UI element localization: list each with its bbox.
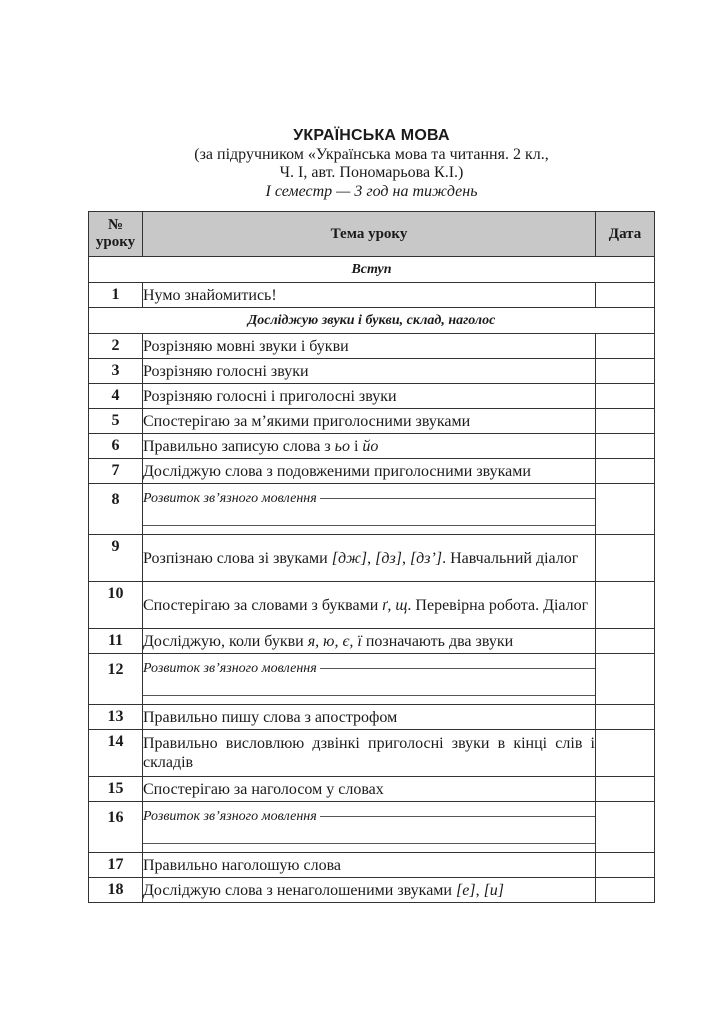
lesson-topic-italic: [дз’] <box>409 549 443 567</box>
fill-in-line[interactable] <box>320 816 595 817</box>
lesson-date-cell[interactable] <box>596 484 655 535</box>
lesson-number: 13 <box>89 705 143 730</box>
lesson-date-cell[interactable] <box>596 409 655 434</box>
semester-hours: І семестр — 3 год на тиждень <box>265 183 478 200</box>
lesson-number: 7 <box>89 459 143 484</box>
table-row <box>89 853 655 878</box>
lesson-topic: Нумо знайомитись! <box>143 283 596 308</box>
lesson-date-cell[interactable] <box>596 705 655 730</box>
lesson-plan-table <box>88 211 655 903</box>
lesson-topic-italic: ґ, щ <box>382 596 408 614</box>
lesson-topic-italic: ьо <box>334 437 350 455</box>
lesson-date-cell[interactable] <box>596 777 655 802</box>
lesson-topic: Правильно наголошую слова <box>143 853 596 878</box>
lesson-topic-text: , <box>401 549 410 567</box>
table-row <box>89 802 655 853</box>
lesson-topic: Спостерігаю за наголосом у словах <box>143 777 596 802</box>
fill-in-line[interactable] <box>143 525 595 526</box>
lesson-number: 15 <box>89 777 143 802</box>
lesson-topic <box>143 535 596 582</box>
table-row <box>89 535 655 582</box>
lesson-number: 14 <box>89 730 143 777</box>
lesson-topic: Досліджую слова з подовженими приголосними звуками <box>143 459 596 484</box>
table-row <box>89 459 655 484</box>
lesson-number: 6 <box>89 434 143 459</box>
section-title: Досліджую звуки і букви, склад, наголос <box>89 308 655 334</box>
lesson-topic-italic: [и] <box>483 881 505 899</box>
lesson-topic: Спостерігаю за м’якими приголосними звуками <box>143 409 596 434</box>
lesson-date-cell[interactable] <box>596 654 655 705</box>
lesson-number: 11 <box>89 629 143 654</box>
table-row <box>89 629 655 654</box>
lesson-topic-text: Розпізнаю слова зі звуками <box>143 549 332 567</box>
table-header-row <box>89 212 655 257</box>
table-row <box>89 730 655 777</box>
speech-development-label: Розвиток зв’язного мовлення <box>143 491 317 506</box>
lesson-date-cell[interactable] <box>596 730 655 777</box>
lesson-topic-text: . Навчальний діалог <box>442 549 579 567</box>
lesson-topic <box>143 582 596 629</box>
table-row <box>89 434 655 459</box>
lesson-date-cell[interactable] <box>596 582 655 629</box>
lesson-topic <box>143 654 596 705</box>
lesson-number: 3 <box>89 359 143 384</box>
lesson-topic-italic: [дж] <box>331 549 368 567</box>
lesson-topic-italic: я, ю, є, ї <box>307 632 362 650</box>
lesson-topic-text: Досліджую слова з ненаголошеними звуками <box>143 881 456 899</box>
column-header-topic: Тема уроку <box>143 212 596 257</box>
lesson-topic: Правильно висловлюю дзвінкі приголосні звуки в кінці слів і складів <box>143 730 596 777</box>
column-header-date: Дата <box>596 212 655 257</box>
fill-in-line[interactable] <box>320 498 595 499</box>
lesson-topic: Розрізняю голосні звуки <box>143 359 596 384</box>
textbook-reference-line1: (за підручником «Українська мова та читання. 2 кл., <box>194 146 549 163</box>
lesson-number: 1 <box>89 283 143 308</box>
table-row <box>89 334 655 359</box>
column-header-number-top: № <box>107 217 124 233</box>
speech-development-label: Розвиток зв’язного мовлення <box>143 661 317 676</box>
lesson-topic <box>143 802 596 853</box>
lesson-number: 5 <box>89 409 143 434</box>
lesson-topic <box>143 484 596 535</box>
lesson-date-cell[interactable] <box>596 283 655 308</box>
lesson-topic-text: . Перевірна робота. Діалог <box>407 596 589 614</box>
lesson-date-cell[interactable] <box>596 334 655 359</box>
lesson-date-cell[interactable] <box>596 802 655 853</box>
lesson-date-cell[interactable] <box>596 359 655 384</box>
lesson-topic: Розрізняю мовні звуки і букви <box>143 334 596 359</box>
document-header <box>88 126 655 201</box>
table-row <box>89 384 655 409</box>
table-row <box>89 705 655 730</box>
lesson-topic: Розрізняю голосні і приголосні звуки <box>143 384 596 409</box>
lesson-date-cell[interactable] <box>596 878 655 903</box>
lesson-number: 4 <box>89 384 143 409</box>
fill-in-line[interactable] <box>143 843 595 844</box>
lesson-topic <box>143 434 596 459</box>
table-row <box>89 359 655 384</box>
column-header-number <box>89 212 143 257</box>
lesson-number: 10 <box>89 582 143 629</box>
table-row <box>89 654 655 705</box>
lesson-number: 2 <box>89 334 143 359</box>
fill-in-line[interactable] <box>143 695 595 696</box>
lesson-topic-text: Досліджую, коли букви <box>143 632 308 650</box>
lesson-topic-text: , <box>475 881 484 899</box>
document-title: УКРАЇНСЬКА МОВА <box>293 127 450 144</box>
lesson-topic-italic: [е] <box>456 881 476 899</box>
section-row <box>89 257 655 283</box>
lesson-topic <box>143 878 596 903</box>
table-row <box>89 484 655 535</box>
lesson-number: 9 <box>89 535 143 582</box>
lesson-date-cell[interactable] <box>596 384 655 409</box>
lesson-topic-italic: [дз] <box>375 549 402 567</box>
lesson-number: 18 <box>89 878 143 903</box>
table-row <box>89 777 655 802</box>
lesson-number: 8 <box>89 484 143 535</box>
column-header-number-bottom: уроку <box>95 234 136 250</box>
table-row <box>89 409 655 434</box>
section-title: Вступ <box>89 257 655 283</box>
lesson-date-cell[interactable] <box>596 629 655 654</box>
lesson-topic-text: Спостерігаю за словами з буквами <box>143 596 383 614</box>
section-row <box>89 308 655 334</box>
lesson-number: 12 <box>89 654 143 705</box>
table-row <box>89 283 655 308</box>
speech-development-label: Розвиток зв’язного мовлення <box>143 809 317 824</box>
lesson-date-cell[interactable] <box>596 535 655 582</box>
lesson-topic-text: , <box>367 549 376 567</box>
table-row <box>89 878 655 903</box>
lesson-topic-text: Правильно записую слова з <box>143 437 335 455</box>
lesson-topic-text: позначають два звуки <box>361 632 514 650</box>
lesson-topic: Правильно пишу слова з апострофом <box>143 705 596 730</box>
lesson-topic-text: і <box>349 437 363 455</box>
lesson-number: 16 <box>89 802 143 853</box>
table-row <box>89 582 655 629</box>
lesson-date-cell[interactable] <box>596 434 655 459</box>
fill-in-line[interactable] <box>320 668 595 669</box>
lesson-number: 17 <box>89 853 143 878</box>
lesson-topic-italic: йо <box>362 437 379 455</box>
lesson-date-cell[interactable] <box>596 853 655 878</box>
textbook-reference-line2: Ч. І, авт. Пономарьова К.І.) <box>279 164 464 181</box>
lesson-topic <box>143 629 596 654</box>
lesson-date-cell[interactable] <box>596 459 655 484</box>
